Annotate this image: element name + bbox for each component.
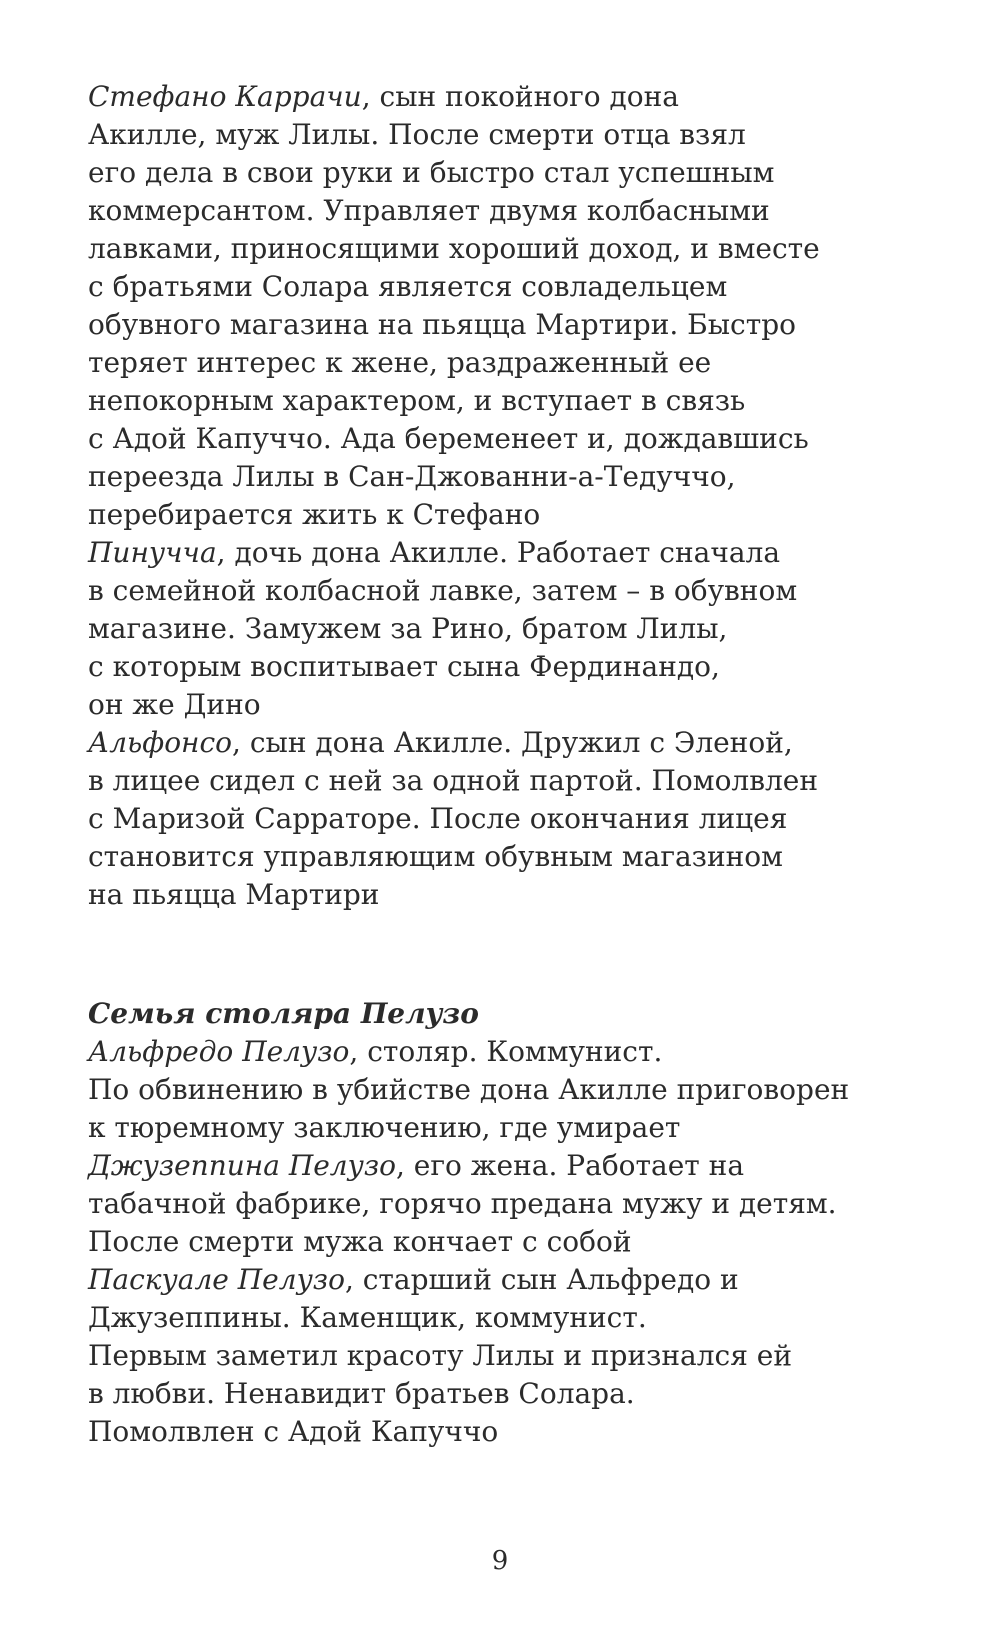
character-name: Стефано Каррачи <box>88 80 362 113</box>
entry-stefano <box>88 78 948 534</box>
section-title: Семья столяра Пелузо <box>88 997 479 1030</box>
entry-pasquale <box>88 1261 948 1451</box>
character-name: Джузеппина Пелузо <box>88 1149 396 1182</box>
character-name: Альфонсо <box>88 726 233 759</box>
character-description: , столяр. Коммунист. По обвинению в убийстве дона Акилле приговорен к тюремному заключению, где умирает <box>88 1035 850 1144</box>
character-description: , его жена. Работает на табачной фабрике, горячо предана мужу и детям. После смерти мужа кончает с собой <box>88 1149 837 1258</box>
character-name: Альфредо Пелузо <box>88 1035 350 1068</box>
character-description: , сын дона Акилле. Дружил с Эленой, в лицее сидел с ней за одной партой. Помолвлен с Маризой Сарраторе. После окончания лицея становится управляющим обувным магазином на пьяцца Мартири <box>88 726 818 911</box>
character-name: Паскуале Пелузо <box>88 1263 345 1296</box>
character-description: , старший сын Альфредо и Джузеппины. Каменщик, коммунист. Первым заметил красоту Лилы и признался ей в любви. Ненавидит братьев Солара. Помолвлен с Адой Капуччо <box>88 1263 793 1448</box>
character-name: Пинучча <box>88 536 217 569</box>
entry-alfredo <box>88 1033 948 1147</box>
character-description: , сын покойного дона Акилле, муж Лилы. После смерти отца взял его дела в свои руки и быстро стал успешным коммерсантом. Управляет двумя колбасными лавками, приносящими хороший доход, и вместе с братьями Солара является совладельцем обувного магазина на пьяцца Мартири. Быстро теряет интерес к жене, раздраженный ее непокорным характером, и вступает в связь с Адой Капуччо. Ада беременеет и, дождавшись переезда Лилы в Сан-Джованни-а-Тедуччо, перебирается жить к Стефано <box>88 80 820 531</box>
page-number: 9 <box>491 1546 509 1576</box>
character-description: , дочь дона Акилле. Работает сначала в семейной колбасной лавке, затем – в обувном магазине. Замужем за Рино, братом Лилы, с которым воспитывает сына Фердинандо, он же Дино <box>88 536 798 721</box>
character-list-peluso <box>88 995 948 1451</box>
character-list-carracci <box>88 78 948 914</box>
entry-pinuccia <box>88 534 948 724</box>
entry-giuseppina <box>88 1147 948 1261</box>
entry-alfonso <box>88 724 948 914</box>
